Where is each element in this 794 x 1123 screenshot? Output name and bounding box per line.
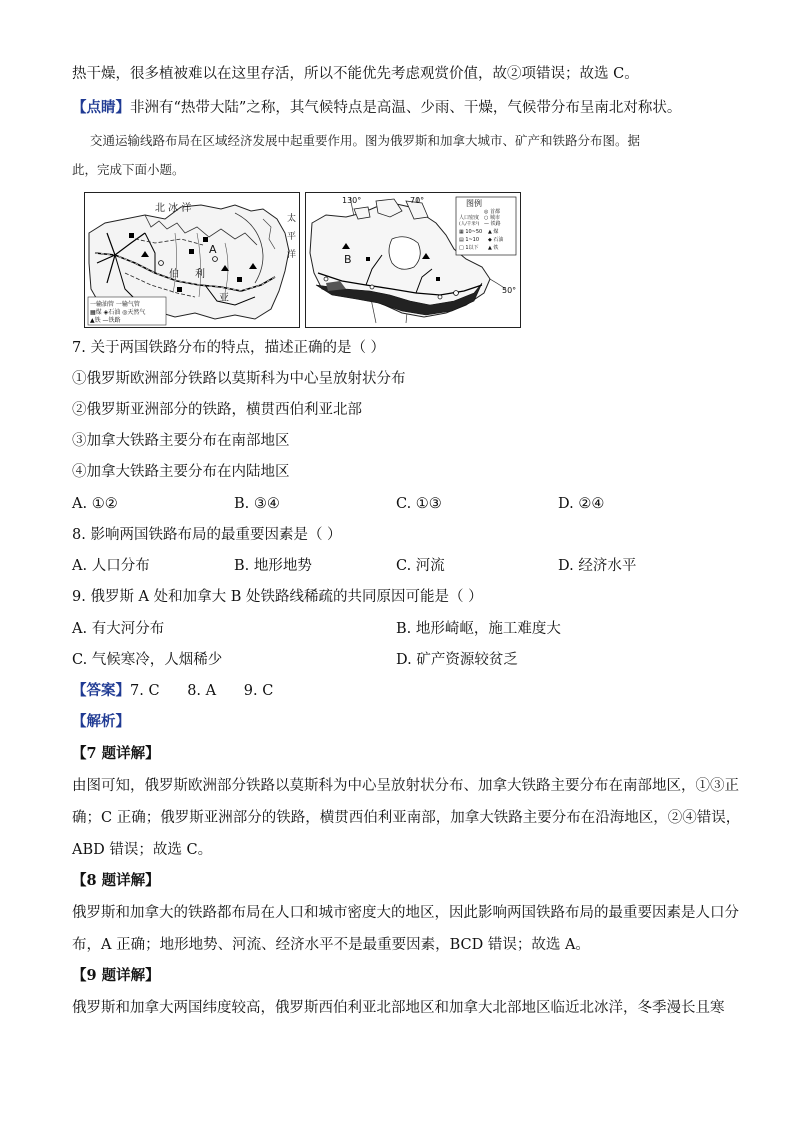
russia-legend-2: ▦煤 ◈石油 ◎天然气 xyxy=(90,309,146,316)
russia-label-ya: 亚 xyxy=(219,293,229,304)
q7-statement-1: ①俄罗斯欧洲部分铁路以莫斯科为中心呈放射状分布 xyxy=(72,371,406,387)
intro-line-2: 此，完成下面小题。 xyxy=(72,162,185,177)
russia-label-bo: 伯 xyxy=(169,269,179,280)
canada-legend-item-2: — 铁路 xyxy=(484,221,501,227)
russia-label-li: 利 xyxy=(195,269,205,280)
q7-stem: 7. 关于两国铁路分布的特点，描述正确的是（ ） xyxy=(72,340,386,356)
detail-7-line-1: 由图可知，俄罗斯欧洲部分铁路以莫斯科为中心呈放射状分布、加拿大铁路主要分布在南部地区，①③正 xyxy=(72,778,739,794)
tip-line xyxy=(72,98,681,118)
canada-lon-130: 130° xyxy=(342,196,362,205)
detail-8-line-1: 俄罗斯和加拿大的铁路都布局在人口和城市密度大的地区，因此影响两国铁路布局的最重要因素是人口分 xyxy=(72,905,739,921)
russia-label-tai: 太 xyxy=(287,214,297,224)
canada-legend-title: 图例 xyxy=(466,199,482,208)
canada-legend-item-8: ▲ 煤 xyxy=(488,229,499,235)
answer-text: 7. C 8. A 9. C xyxy=(130,683,274,699)
detail-9-tag: 【9 题详解】 xyxy=(72,967,160,984)
russia-label-a: A xyxy=(209,243,217,256)
answer-tag: 【答案】 xyxy=(72,682,130,699)
canada-lon-70: 70° xyxy=(410,196,425,205)
q9-option-d[interactable]: D. 矿产资源较贫乏 xyxy=(396,652,518,668)
canada-legend-item-6: ▤ 1~10 xyxy=(459,237,480,243)
q8-option-c[interactable]: C. 河流 xyxy=(396,558,445,574)
q7-statement-2: ②俄罗斯亚洲部分的铁路，横贯西伯利亚北部 xyxy=(72,402,362,418)
q7-option-d[interactable]: D. ②④ xyxy=(558,496,605,512)
canada-legend-item-5: ▦ 10~50 xyxy=(459,229,483,235)
answer-line xyxy=(72,681,273,701)
q8-option-a[interactable]: A. 人口分布 xyxy=(72,558,150,574)
canada-legend-item-1: ○ 城市 xyxy=(484,215,500,221)
q7-statement-3: ③加拿大铁路主要分布在南部地区 xyxy=(72,433,290,449)
q7-option-c[interactable]: C. ①③ xyxy=(396,496,442,512)
q9-option-b[interactable]: B. 地形崎岖，施工难度大 xyxy=(396,621,561,637)
detail-7-tag: 【7 题详解】 xyxy=(72,745,160,762)
canada-lat-50: 50° xyxy=(502,286,517,295)
canada-map xyxy=(306,193,520,327)
q8-option-b[interactable]: B. 地形地势 xyxy=(234,558,312,574)
tip-tag: 【点睛】 xyxy=(72,99,130,116)
q9-stem: 9. 俄罗斯 A 处和加拿大 B 处铁路线稀疏的共同原因可能是（ ） xyxy=(72,589,483,605)
detail-7-line-3: ABD 错误；故选 C。 xyxy=(72,842,213,858)
intro-line-1: 交通运输线路布局在区域经济发展中起重要作用。图为俄罗斯和加拿大城市、矿产和铁路分布图。据 xyxy=(90,133,641,148)
russia-map xyxy=(85,193,299,327)
russia-ocean-label: 北 冰 洋 xyxy=(155,203,192,214)
canada-legend-item-9: ◆ 石油 xyxy=(488,237,504,243)
q8-stem: 8. 影响两国铁路布局的最重要因素是（ ） xyxy=(72,527,342,543)
q8-option-d[interactable]: D. 经济水平 xyxy=(558,558,637,574)
russia-label-ping: 平 xyxy=(287,232,297,242)
tip-text: 非洲有“热带大陆”之称，其气候特点是高温、少雨、干燥，气候带分布呈南北对称状。 xyxy=(130,100,682,116)
q9-option-c[interactable]: C. 气候寒冷，人烟稀少 xyxy=(72,652,223,668)
russia-label-yang: 洋 xyxy=(287,250,297,260)
detail-9-line-1: 俄罗斯和加拿大两国纬度较高，俄罗斯西伯利亚北部地区和加拿大北部地区临近北冰洋，冬季漫长且寒 xyxy=(72,1000,725,1016)
q7-statement-4: ④加拿大铁路主要分布在内陆地区 xyxy=(72,464,290,480)
canada-label-b: B xyxy=(344,253,352,266)
detail-8-line-2: 布，A 正确；地形地势、河流、经济水平不是最重要因素，BCD 错误；故选 A。 xyxy=(72,937,590,953)
detail-7-line-2: 确；C 正确；俄罗斯亚洲部分的铁路，横贯西伯利亚南部，加拿大铁路主要分布在沿海地区，②④错误， xyxy=(72,810,741,826)
canada-legend-item-4: (人/千米²) xyxy=(459,222,480,227)
canada-map-figure xyxy=(305,192,521,328)
q9-option-a[interactable]: A. 有大河分布 xyxy=(72,621,165,637)
canada-legend-item-10: ▲ 铁 xyxy=(488,245,499,251)
q7-option-a[interactable]: A. ①② xyxy=(72,496,118,512)
canada-legend-item-7: □ 1以下 xyxy=(459,245,479,251)
russia-legend-1: 一输油管 一输气管 xyxy=(90,301,140,308)
russia-map-figure xyxy=(84,192,300,328)
canada-legend-item-0: ◎ 首都 xyxy=(484,209,500,215)
detail-8-tag: 【8 题详解】 xyxy=(72,872,160,889)
text-line-1: 热干燥，很多植被难以在这里存活，所以不能优先考虑观赏价值，故②项错误；故选 C。 xyxy=(72,66,639,82)
canada-legend-item-3: 人口密度 xyxy=(459,215,480,221)
russia-legend-3: ▲铁 —铁路 xyxy=(90,317,121,324)
analysis-tag: 【解析】 xyxy=(72,713,130,730)
q7-option-b[interactable]: B. ③④ xyxy=(234,496,280,512)
